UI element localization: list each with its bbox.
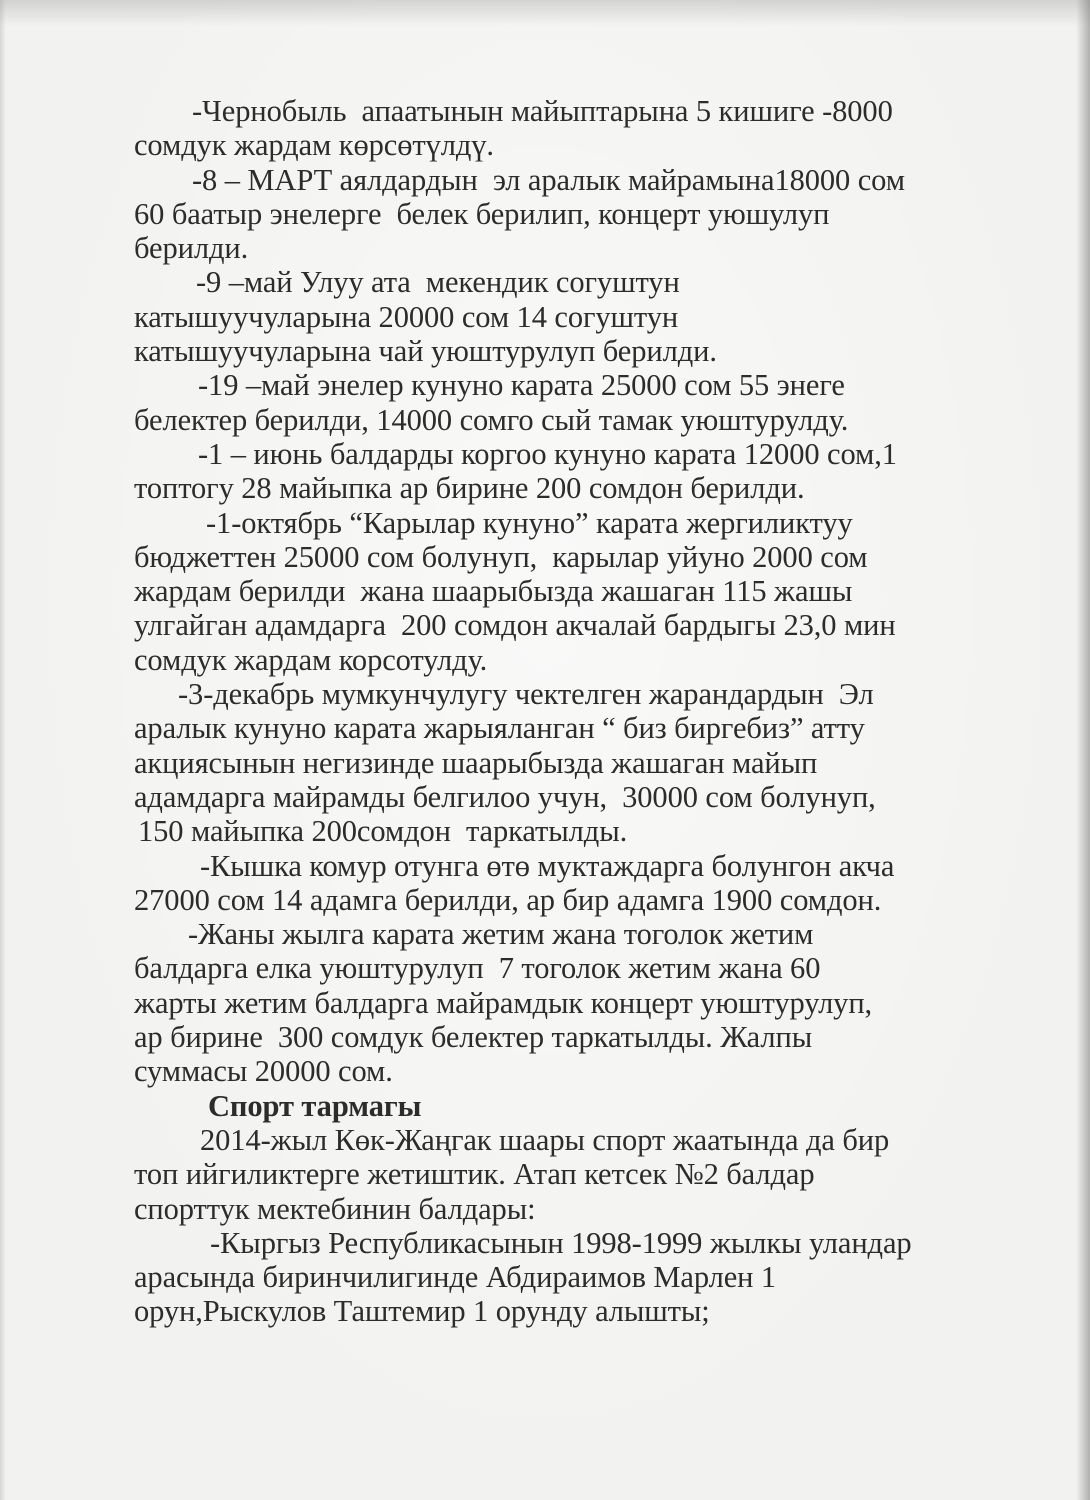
scan-shadow-right	[1076, 0, 1090, 1500]
text-line: -19 –май энелер кунуно карата 25000 сом 55 энеге	[198, 368, 845, 403]
text-line: катышуучуларына 20000 сом 14 согуштун	[134, 299, 679, 334]
text-line: -Кышка комур отунга өтө муктаждарга болунгон акча	[200, 848, 895, 883]
text-line: -8 – МАРТ аялдардын эл аралык майрамына18000 сом	[192, 162, 905, 197]
scan-shadow-top	[0, 0, 1090, 26]
text-line: катышуучуларына чай уюштурулуп берилди.	[134, 334, 717, 369]
text-line: топтогу 28 майыпка ар бирине 200 сомдон берилди.	[134, 471, 805, 506]
text-line: сомдук жардам корсотулду.	[134, 642, 488, 677]
text-line: белектер берилди, 14000 сомго сый тамак уюштурулду.	[134, 402, 849, 437]
text-line: топ ийгиликтерге жетиштик. Атап кетсек №2 балдар	[134, 1157, 815, 1192]
text-line: сомдук жардам көрсөтүлдү.	[134, 128, 494, 163]
text-line: 60 баатыр энелерге белек берилип, концерт уюшулуп	[134, 196, 830, 231]
text-line: берилди.	[134, 231, 249, 266]
text-line: арасында биринчилигинде Абдираимов Марлен 1	[134, 1260, 777, 1295]
text-line: балдарга елка уюштурулуп 7 тоголок жетим жана 60	[134, 951, 821, 986]
text-line: 27000 сом 14 адамга берилди, ар бир адамга 1900 сомдон.	[134, 882, 882, 917]
text-line: аралык кунуно карата жарыяланган “ биз биргебиз” атту	[134, 711, 865, 746]
text-line: жарты жетим балдарга майрамдык концерт уюштурулуп,	[134, 985, 873, 1020]
text-line: -Чернобыль апаатынын майыптарына 5 кишиге -8000	[192, 94, 893, 128]
text-line: спорттук мектебинин балдары:	[134, 1191, 536, 1226]
section-heading: Спорт тармагы	[208, 1088, 422, 1123]
text-line: -Кыргыз Республикасынын 1998-1999 жылкы уландар	[210, 1225, 912, 1260]
text-line: адамдарга майрамды белгилоо учун, 30000 сом болунуп,	[134, 779, 876, 814]
text-line: 150 майыпка 200сомдон таркатылды.	[138, 814, 628, 849]
text-line: -Жаны жылга карата жетим жана тоголок жетим	[188, 917, 814, 952]
text-line: жардам берилди жана шаарыбызда жашаган 115 жашы	[134, 574, 853, 609]
document-body	[134, 94, 964, 1329]
text-line: -9 –май Улуу ата мекендик согуштун	[196, 265, 680, 300]
text-line: -1 – июнь балдарды коргоо кунуно карата 12000 сом,1	[198, 436, 897, 471]
text-line: бюджеттен 25000 сом болунуп, карылар уйуно 2000 сом	[134, 539, 868, 574]
text-line: -3-декабрь мумкунчулугу чектелген жарандардын Эл	[178, 677, 874, 712]
text-line: улгайган адамдарга 200 сомдон акчалай бардыгы 23,0 мин	[134, 608, 896, 643]
text-line: орун,Рыскулов Таштемир 1 орунду алышты;	[134, 1294, 710, 1329]
text-line: суммасы 20000 сом.	[134, 1054, 393, 1089]
text-line: -1-октябрь “Карылар кунуно” карата жергиликтуу	[206, 505, 853, 540]
text-line: 2014-жыл Көк-Жаңгак шаары спорт жаатында да бир	[200, 1122, 890, 1157]
text-line: ар бирине 300 сомдук белектер таркатылды. Жалпы	[134, 1020, 813, 1055]
scan-shadow-left	[0, 0, 6, 1500]
text-line: акциясынын негизинде шаарыбызда жашаган майып	[134, 745, 818, 780]
